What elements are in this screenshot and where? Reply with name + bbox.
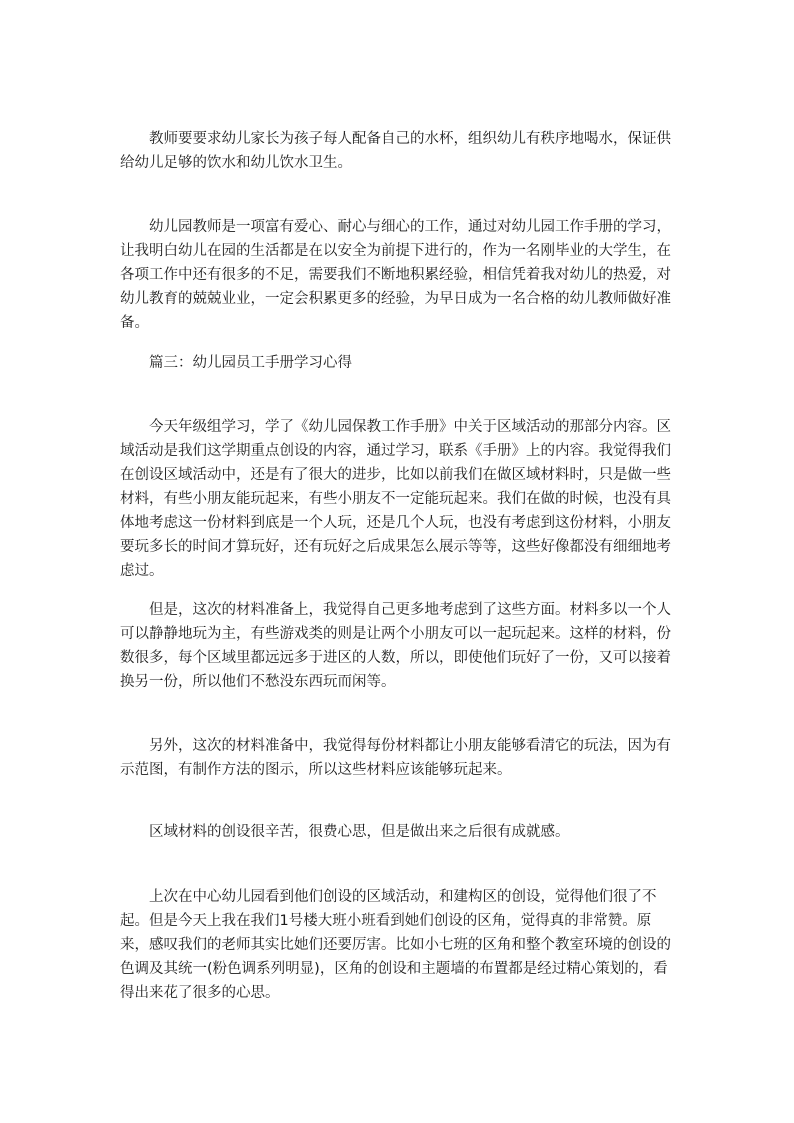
paragraph-demonstration-diagrams: 另外，这次的材料准备中，我觉得每份材料都让小朋友能够看清它的玩法，因为有示范图，有制作方法的图示，所以这些材料应该能够玩起来。 <box>120 738 671 778</box>
section-heading: 篇三：幼儿园员工手册学习心得 <box>149 355 352 371</box>
paragraph-center-kindergarten: 上次在中心幼儿园看到他们创设的区域活动，和建构区的创设，觉得他们很了不起。但是今天上我在我们1号楼大班小班看到她们创设的区角，觉得真的非常赞。原来，感叹我们的老师其实比她们还要厉害。比如小七班的区角和整个教室环境的创设的色调及其统一(粉色调系列明显)，区角的创设和主题墙的布置都是经过精心策划的，看得出来花了很多的心思。 <box>120 889 671 1001</box>
paragraph-sense-of-achievement: 区域材料的创设很辛苦，很费心思，但是做出来之后很有成就感。 <box>149 824 570 840</box>
paragraph-teacher-reflection: 幼儿园教师是一项富有爱心、耐心与细心的工作，通过对幼儿园工作手册的学习，让我明白幼儿在园的生活都是在以安全为前提下进行的，作为一名刚毕业的大学生，在各项工作中还有很多的不足，需要我们不断地积累经验，相信凭着我对幼儿的热爱，对幼儿教育的兢兢业业，一定会积累更多的经验，为早日成为一名合格的幼儿教师做好准备。 <box>120 219 671 331</box>
paragraph-water-cups: 教师要要求幼儿家长为孩子每人配备自己的水杯，组织幼儿有秩序地喝水，保证供给幼儿足够的饮水和幼儿饮水卫生。 <box>120 131 671 171</box>
paragraph-materials-prep: 但是，这次的材料准备上，我觉得自己更多地考虑到了这些方面。材料多以一个人可以静静地玩为主，有些游戏类的则是让两个小朋友可以一起玩起来。这样的材料，份数很多，每个区域里都远远多于进区的人数，所以，即使他们玩好了一份，又可以接着换另一份，所以他们不愁没东西玩而闲等。 <box>120 602 671 690</box>
paragraph-area-activities: 今天年级组学习，学了《幼儿园保教工作手册》中关于区域活动的那部分内容。区域活动是我们这学期重点创设的内容，通过学习，联系《手册》上的内容。我觉得我们在创设区域活动中，还是有了很大的进步，比如以前我们在做区域材料时，只是做一些材料，有些小朋友能玩起来，有些小朋友不一定能玩起来。我们在做的时候，也没有具体地考虑这一份材料到底是一个人玩，还是几个人玩，也没有考虑到这份材料，小朋友要玩多长的时间才算玩好，还有玩好之后成果怎么展示等等，这些好像都没有细细地考虑过。 <box>120 419 671 579</box>
